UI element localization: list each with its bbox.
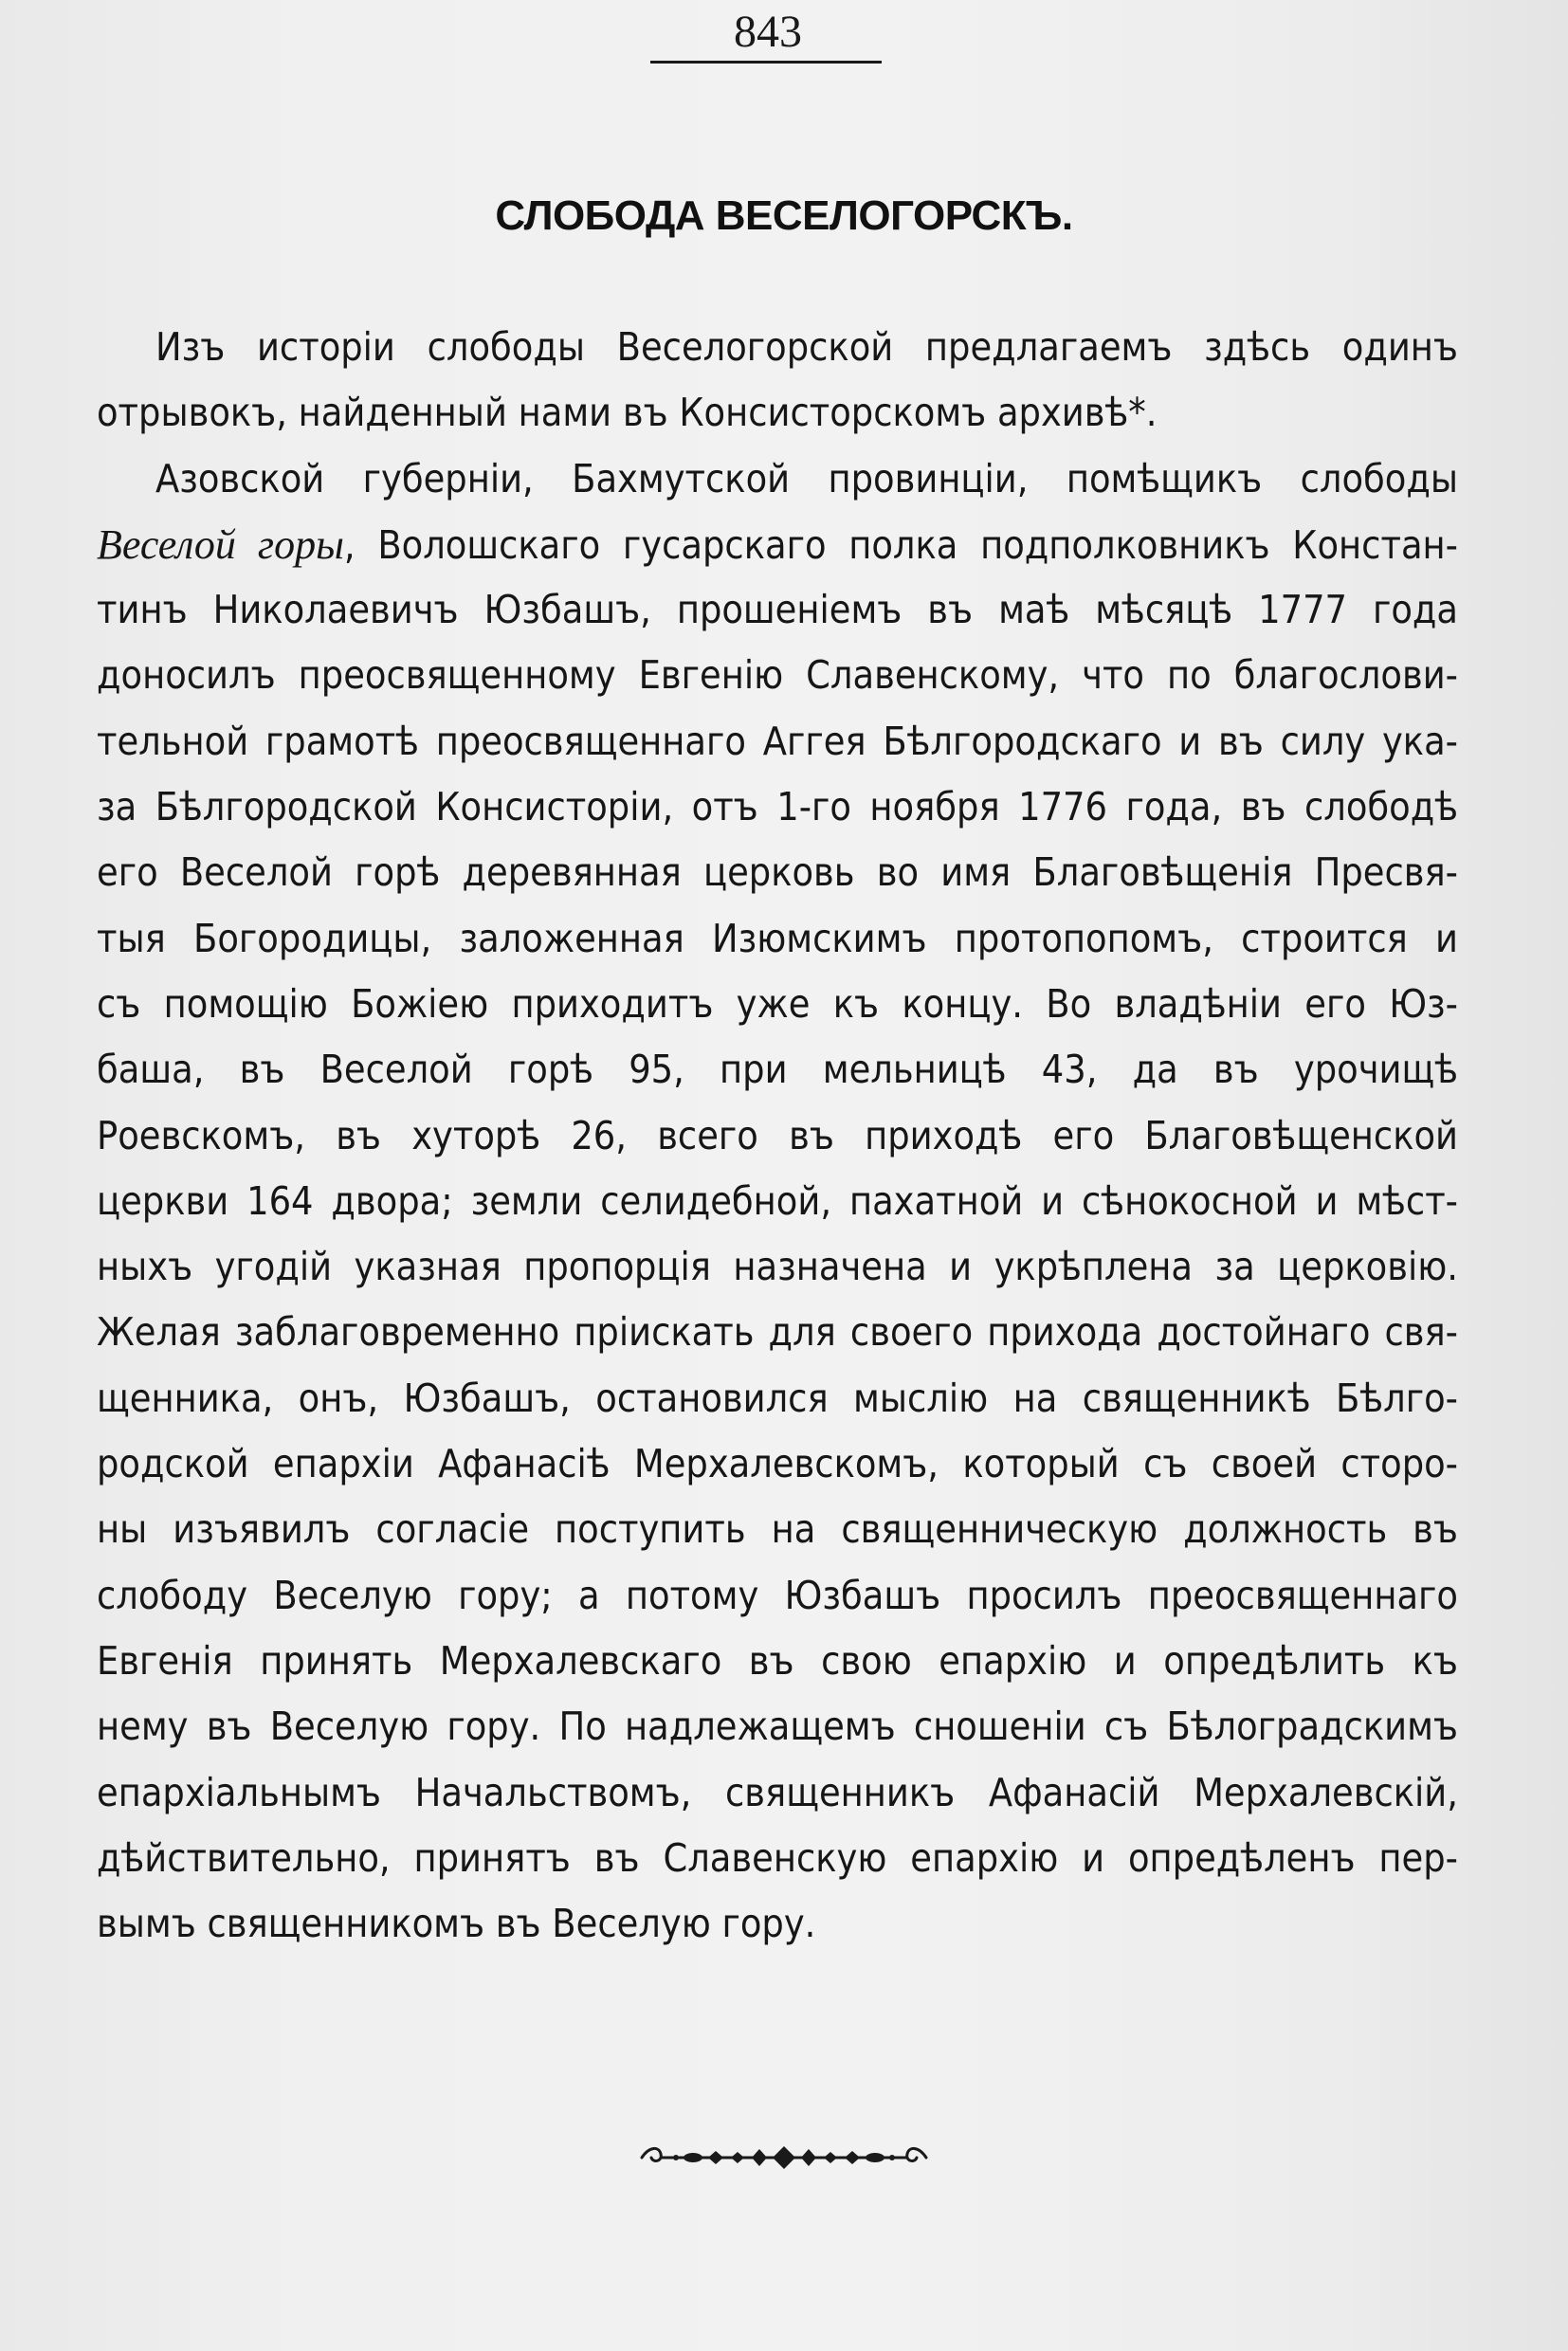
text-line: вымъ священникомъ въ Веселую гору. bbox=[97, 1901, 816, 1947]
text-line: епархіальнымъ Начальствомъ, священникъ Афанасій Мерхалевскій, bbox=[97, 1769, 1458, 1815]
text-line: дѣйствительно, принятъ въ Славенскую епархію и опредѣленъ пер- bbox=[97, 1834, 1458, 1881]
text-line: Азовской губерніи, Бахмутской провинціи, помѣщикъ слободы bbox=[155, 455, 1458, 501]
text-line: Роевскомъ, въ хуторѣ 26, всего въ приходѣ его Благовѣщенской bbox=[97, 1112, 1458, 1158]
page-number: 843 bbox=[734, 7, 802, 57]
text-line: щенника, онъ, Юзбашъ, остановился мыслію на священникѣ Бѣлго- bbox=[97, 1375, 1458, 1421]
text-line: Изъ исторіи слободы Веселогорской предлагаемъ здѣсь одинъ bbox=[155, 324, 1458, 370]
text-line: ныхъ угодій указная пропорція назначена и укрѣплена за церковію. bbox=[97, 1244, 1458, 1290]
text-line: баша, въ Веселой горѣ 95, при мельницѣ 43, да въ урочищѣ bbox=[97, 1047, 1458, 1093]
text-line: за Бѣлгородской Консисторіи, отъ 1-го ноября 1776 года, въ слободѣ bbox=[97, 784, 1458, 830]
ornament-divider-icon bbox=[636, 2141, 932, 2175]
italic-place-name: Веселой горы bbox=[97, 520, 344, 568]
page-number-rule bbox=[650, 61, 882, 64]
text-fragment: , Волошскаго гусарскаго полка подполковникъ Констан- bbox=[343, 521, 1458, 568]
text-line: доносилъ преосвященному Евгенію Славенскому, что по благослови- bbox=[97, 652, 1458, 699]
text-line: его Веселой горѣ деревянная церковь во имя Благовѣщенія Пресвя- bbox=[97, 849, 1458, 896]
text-line: церкви 164 двора; земли селидебной, пахатной и сѣнокосной и мѣст- bbox=[97, 1177, 1458, 1224]
text-line: Евгенія принять Мерхалевскаго въ свою епархію и опредѣлить къ bbox=[97, 1637, 1458, 1684]
text-line: ны изъявилъ согласіе поступить на священническую должность въ bbox=[97, 1506, 1458, 1553]
text-line: нему въ Веселую гору. По надлежащемъ сношеніи съ Бѣлоградскимъ bbox=[97, 1704, 1458, 1750]
text-line: тельной грамотѣ преосвященнаго Аггея Бѣлгородскаго и въ силу ука- bbox=[97, 718, 1458, 764]
text-line: родской епархіи Афанасіѣ Мерхалевскомъ, который съ своей сторо- bbox=[97, 1441, 1458, 1487]
text-line: тыя Богородицы, заложенная Изюмскимъ протопопомъ, строится и bbox=[97, 915, 1458, 961]
chapter-title: СЛОБОДА ВЕСЕЛОГОРСКЪ. bbox=[495, 192, 1073, 239]
text-line: Желая заблаговременно пріискать для своего прихода достойнаго свя- bbox=[97, 1309, 1458, 1356]
text-line: тинъ Николаевичъ Юзбашъ, прошеніемъ въ маѣ мѣсяцѣ 1777 года bbox=[97, 587, 1458, 633]
body-text bbox=[97, 315, 1458, 1957]
text-line: слободу Веселую гору; а потому Юзбашъ просилъ преосвященнаго bbox=[97, 1572, 1458, 1618]
text-line bbox=[97, 512, 1458, 577]
text-line: отрывокъ, найденный нами въ Консисторскомъ архивѣ*. bbox=[97, 390, 1158, 436]
text-line: съ помощію Божіею приходитъ уже къ концу. Во владѣніи его Юз- bbox=[97, 980, 1458, 1027]
